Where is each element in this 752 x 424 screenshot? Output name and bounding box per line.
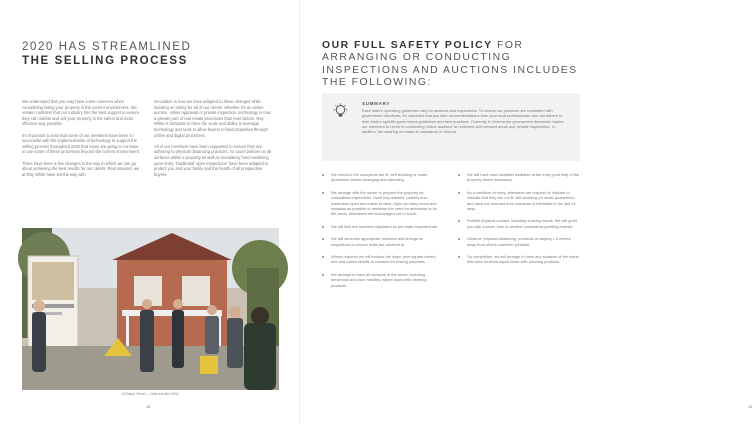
list-item	[458, 190, 580, 212]
right-title-bold: OUR FULL SAFETY POLICY	[322, 40, 493, 51]
left-title-line-2: THE SELLING PROCESS	[22, 55, 188, 67]
paragraph: It's important to note that some of our members have been so successful with the implementation of technology to support the selling process throughout 2020 that many are going to continue to use some of these processes beyond the current environment.	[22, 132, 140, 155]
list-item-text: We arrange to have all surfaces of the home, including benchtops and door handles, wiped down with cleaning products.	[331, 271, 427, 288]
list-item-text: Where required we will enforce the 4sqm (one square metre) rule and collect details of contacts for tracing purposes.	[331, 254, 436, 265]
left-page	[0, 0, 300, 424]
paragraph: innovation in how we have adapted to these changes while insisting on safety for all of our clients. Whether it's an online auction, online appraisal or private inspection, technology is now a greater part of real estate processes than ever before. Ray White is fortunate to have the scale and ability to leverage technology and tools to allow buyers to bind properties through online and digital processes.	[154, 99, 271, 138]
list-item-text: On completion, we will arrange to have any surfaces of the home that were touched wiped down with cleaning products.	[467, 254, 579, 265]
paragraph: There have been a few changes to the way in which we can go about achieving the best results for our clients. Rest assured, we at Ray White have led the way with	[22, 160, 140, 177]
bullet-dot-icon	[322, 238, 324, 240]
paragraph: All of our members have been supported to ensure they are adhering to physical distancing practices, no touch policies on all surfaces within a property as well as mandatory hand sanitising upon entry. Traditional 'open inspections' have been adapted to protect you and your family and the health of all prospective buyers.	[154, 143, 272, 177]
left-column-a	[22, 99, 140, 183]
bullet-dot-icon	[322, 274, 324, 276]
bullet-dot-icon	[458, 174, 460, 176]
bullet-dot-icon	[322, 174, 324, 176]
list-item	[322, 224, 440, 229]
page-number-left: 18	[146, 405, 151, 409]
summary-box	[322, 93, 580, 161]
left-column-b	[154, 99, 274, 183]
bullet-dot-icon	[322, 256, 324, 258]
bullet-dot-icon	[458, 238, 460, 240]
list-item-text: We arrange with the owner to prepare the property for contactless inspections. Have key drawers, portlets and wardrobes open and inside to view. Open as many doors and windows as possible to minimise the need for attendees to do the same. Attendees are encouraged not to touch.	[331, 189, 437, 217]
list-item	[458, 254, 580, 265]
summary-heading: SUMMARY	[362, 101, 391, 106]
bullet-dot-icon	[458, 192, 460, 194]
bullet-dot-icon	[322, 226, 324, 228]
bullet-dot-icon	[322, 192, 324, 194]
list-item	[322, 190, 440, 217]
auction-scene-illustration	[22, 228, 279, 390]
list-item	[322, 254, 440, 265]
list-item	[322, 272, 440, 288]
paragraph: We understand that you may have some concerns when considering listing your property in the current environment. We remain confident that our industry has the best support to ensure they can market and sell your property in the safest and most effective way possible.	[22, 99, 140, 127]
right-page-title	[322, 40, 584, 90]
property-photo	[22, 228, 279, 390]
bullet-dot-icon	[458, 220, 460, 222]
list-item	[458, 218, 580, 229]
lightbulb-icon	[332, 103, 349, 120]
list-item-text: As a condition of entry, attendees are required to indicate to indicate that they are not ill, self-isolating (or under quarantine) and have not returned from overseas or interstate in the last 14 days.	[467, 189, 576, 212]
right-page	[300, 0, 752, 424]
summary-text: Each state's operating guidelines vary for auctions and inspections. To ensure our practices are consistent with government directives, it's important that you take recommendations from your local professionals who will adhere to their state's specific government guidelines and best practices. Currently in Victoria the government directives require our members to revert to conducting 'online auctions' to restricted and relevant areas and 'private inspections'. In addition, the wearing of masks is mandatory in Victoria.	[362, 108, 564, 135]
list-item-text: Prohibit physical contact, including shaking hands. We will greet you with a wave, bow or another contactless greeting instead.	[467, 218, 578, 229]
list-item	[322, 172, 440, 183]
safety-list-a	[322, 172, 440, 295]
list-item	[322, 236, 440, 247]
list-item	[458, 172, 580, 183]
left-title-line-1: 2020 HAS STREAMLINED	[22, 41, 192, 53]
page-number-right: 19	[748, 405, 752, 409]
list-item-text: We will limit the numbers stipulated as per state requirements.	[331, 223, 438, 229]
list-item-text: We check-in the occupants are fit, self isolating or under quarantine before arranging and attending.	[331, 172, 428, 183]
photo-caption: 15 Black Street — Marrickville NSW	[121, 392, 179, 396]
left-page-title	[22, 40, 282, 68]
list-item-text: We will schedule appropriate numbers and timings for inspections to ensure limits are adhered to.	[331, 236, 424, 247]
right-title-rest: FOR ARRANGING OR CONDUCTING INSPECTIONS AND AUCTIONS INCLUDES THE FOLLOWING:	[322, 40, 578, 89]
bullet-dot-icon	[458, 256, 460, 258]
list-item-text: Observe 'physical distancing' protocols of staying 1.5 metres away from others wherever possible.	[467, 236, 571, 247]
list-item-text: We will have hand sanitiser available at the entry (and exit) of the property where necessary.	[467, 172, 580, 183]
list-item	[458, 236, 580, 247]
safety-list-b	[458, 172, 580, 272]
